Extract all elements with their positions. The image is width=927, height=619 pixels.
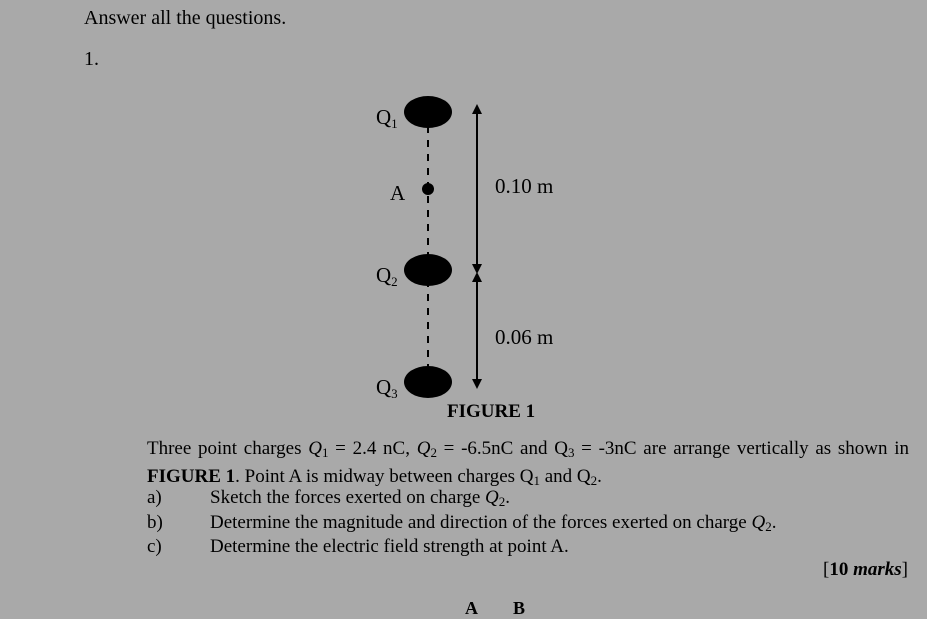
label-q1: Q1 — [376, 105, 398, 131]
marks-label: [10 marks] — [823, 559, 908, 580]
sub-question-label: a) — [147, 487, 162, 508]
charge-q2-dot — [404, 254, 452, 286]
sub-question-label: c) — [147, 536, 162, 557]
sub-question-label: b) — [147, 512, 163, 533]
label-q2: Q2 — [376, 263, 398, 289]
charge-q3-dot — [404, 366, 452, 398]
instruction-text: Answer all the questions. — [84, 7, 287, 29]
distance-label-q2-q3: 0.06 m — [495, 325, 554, 349]
question-paragraph: Three point charges $Q_1 = 2.4$ nC, $Q_2 = -6.5nC$ and $Q_3 = -3nC$ are arrange vertically as shown in FIGURE 1. Point A is midway between charges $Q_1$ and $Q_2$. — [147, 438, 910, 488]
label-q3: Q3 — [376, 375, 398, 401]
distance-label-q1-q2: 0.10 m — [495, 174, 554, 198]
label-a: A — [390, 181, 406, 205]
figure-caption: FIGURE 1 — [447, 401, 536, 422]
question-number: 1. — [84, 48, 99, 70]
figure-reference: FIGURE 1 — [147, 466, 236, 487]
point-a-dot — [422, 183, 434, 195]
charge-q1-dot — [404, 96, 452, 128]
next-question-fragment: A B — [465, 598, 526, 618]
